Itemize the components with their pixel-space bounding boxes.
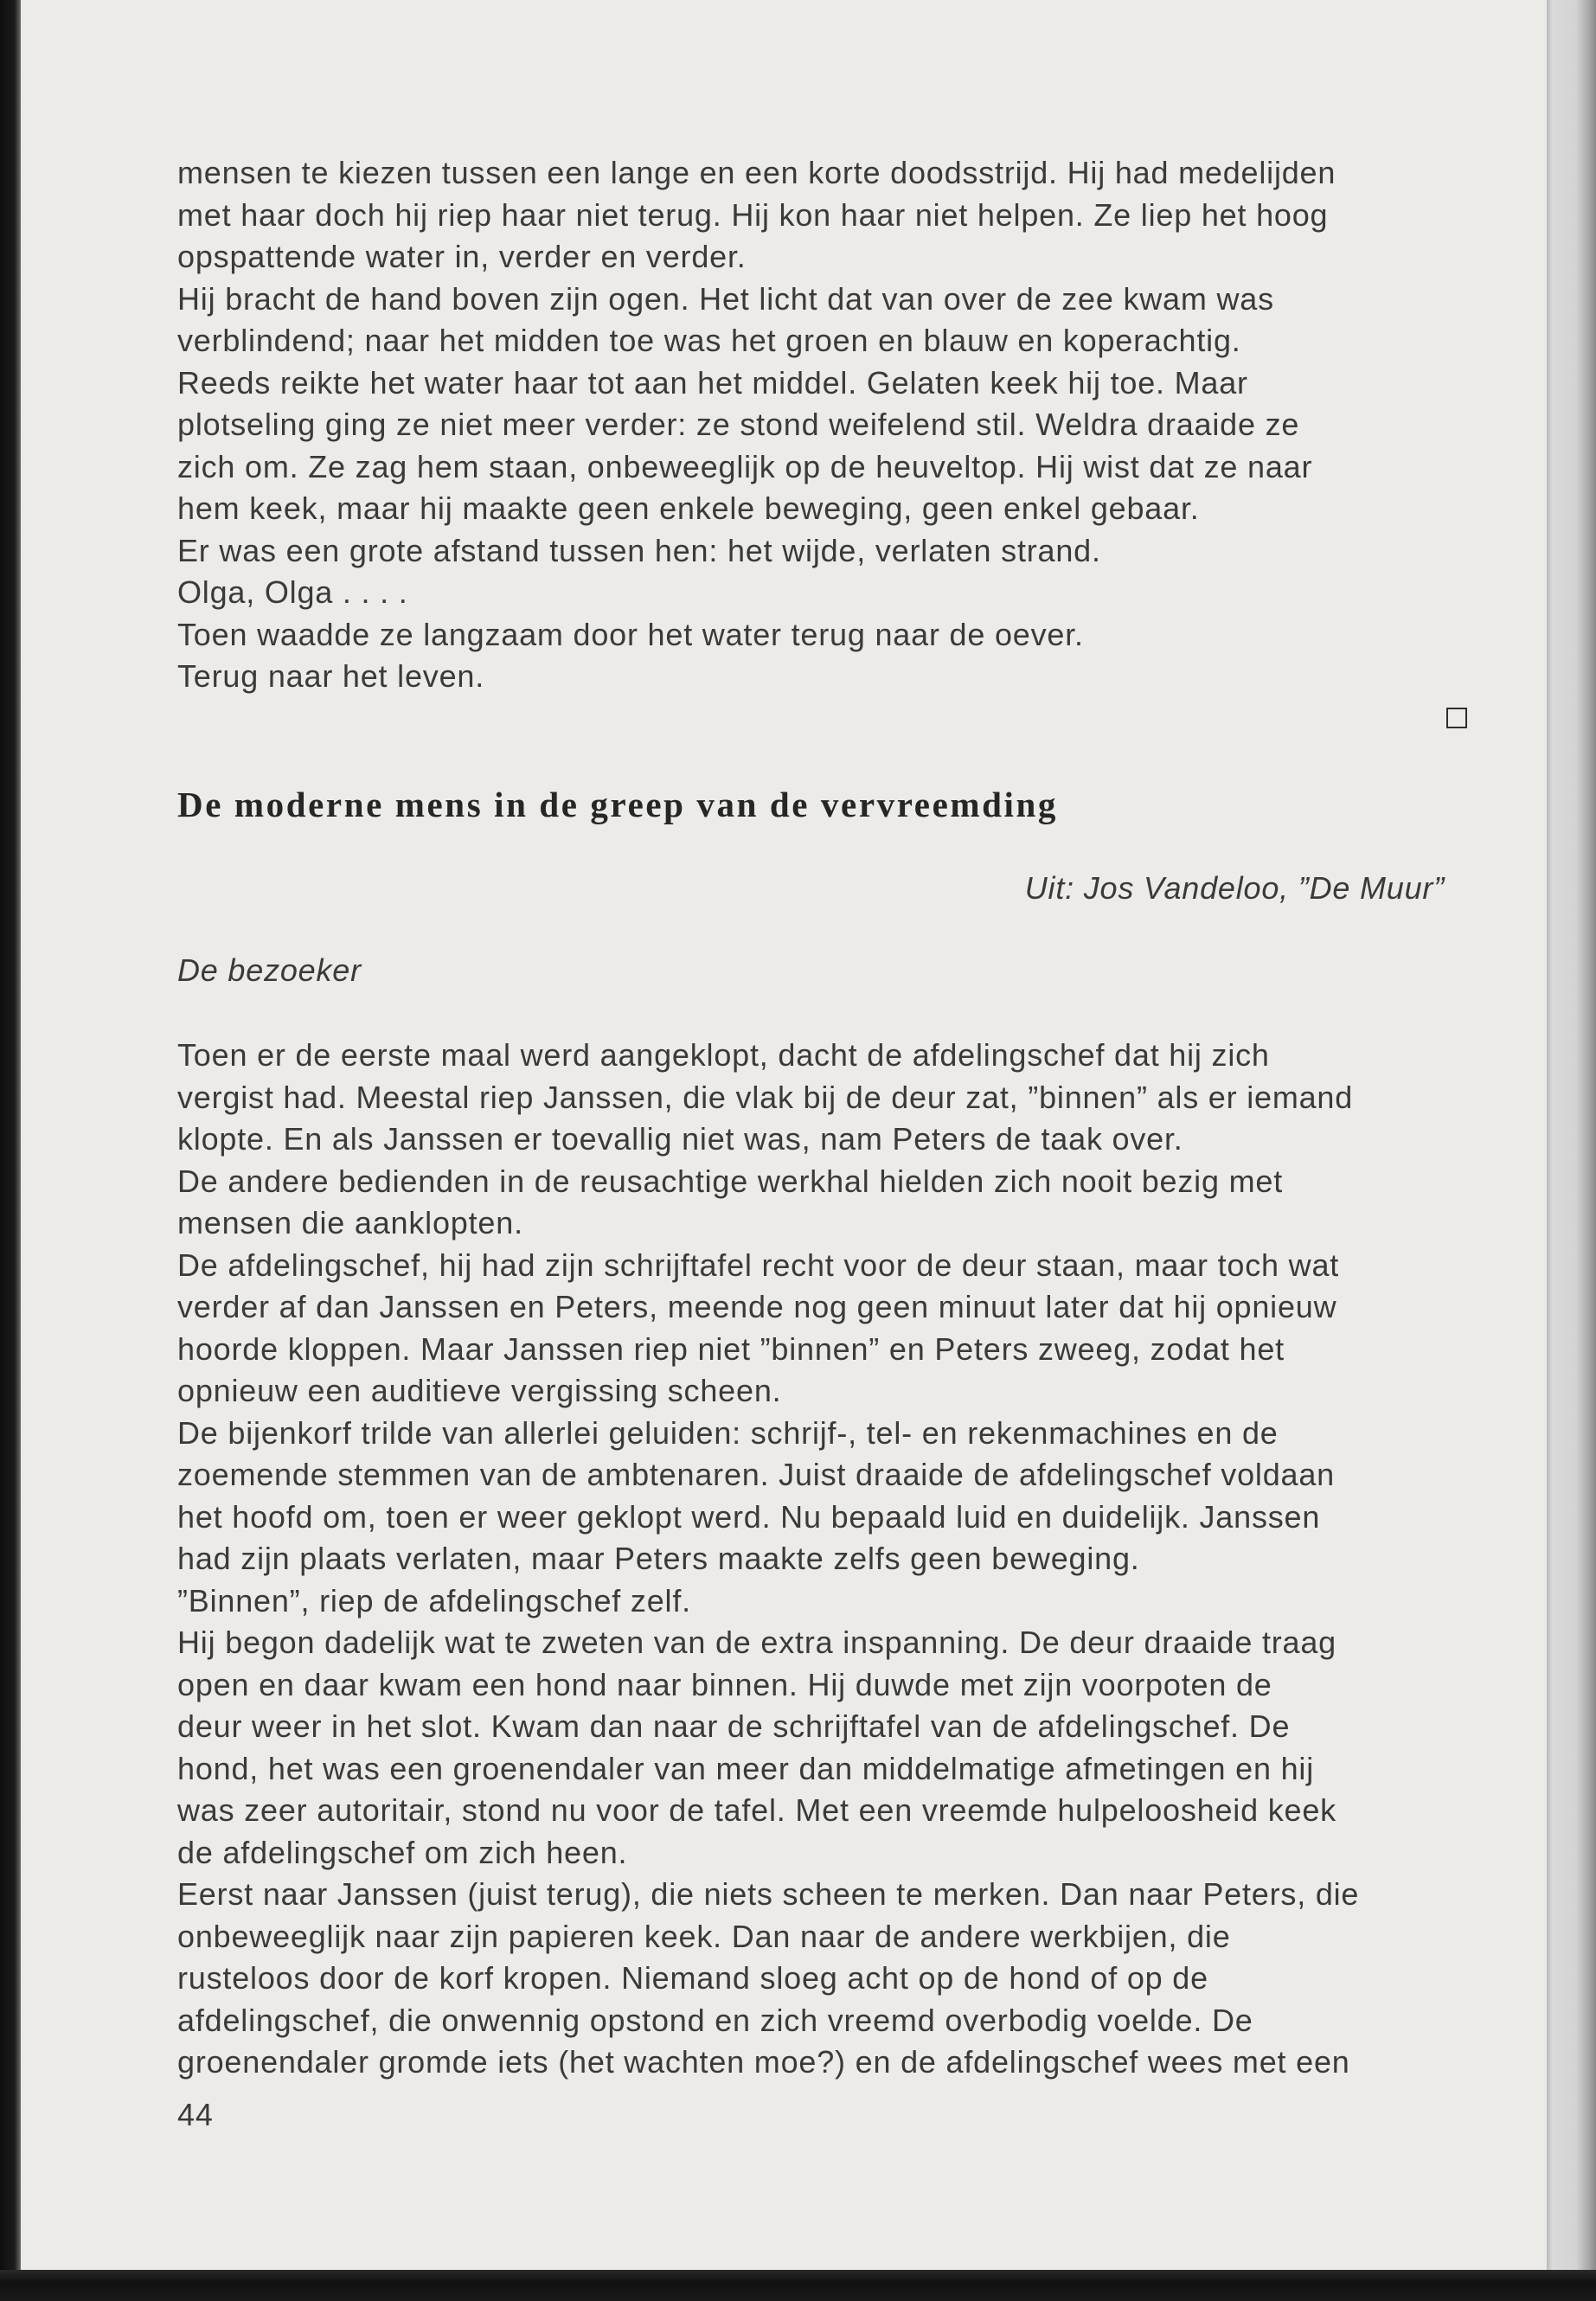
text-line: opnieuw een auditieve vergissing scheen. xyxy=(177,1373,782,1408)
end-of-story-square-icon xyxy=(1446,708,1467,728)
scan-right-edge xyxy=(1547,0,1596,2301)
text-line: deur weer in het slot. Kwam dan naar de schrijftafel van de afdelingschef. De xyxy=(177,1708,1291,1744)
story-subtitle: De bezoeker xyxy=(177,952,362,988)
text-line: afdelingschef, die onwennig opstond en zich vreemd overbodig voelde. De xyxy=(177,2002,1253,2038)
story-body-text xyxy=(177,1035,1527,2084)
page-number: 44 xyxy=(177,2097,214,2132)
text-line: verder af dan Janssen en Peters, meende nog geen minuut later dat hij opnieuw xyxy=(177,1289,1337,1324)
text-line: open en daar kwam een hond naar binnen. Hij duwde met zijn voorpoten de xyxy=(177,1666,1272,1702)
text-line: hond, het was een groenendaler van meer dan middelmatige afmetingen en hij xyxy=(177,1750,1315,1786)
text-line: Olga, Olga . . . . xyxy=(177,574,408,610)
text-line: klopte. En als Janssen er toevallig niet was, nam Peters de taak over. xyxy=(177,1121,1183,1157)
scan-bottom-edge xyxy=(0,2270,1596,2301)
story-end-text xyxy=(177,152,1527,698)
text-line: Eerst naar Janssen (juist terug), die niets scheen te merken. Dan naar Peters, die xyxy=(177,1876,1360,1912)
text-line: de afdelingschef om zich heen. xyxy=(177,1834,628,1870)
text-line: De andere bedienden in de reusachtige werkhal hielden zich nooit bezig met xyxy=(177,1163,1283,1199)
text-line: Hij bracht de hand boven zijn ogen. Het licht dat van over de zee kwam was xyxy=(177,280,1274,317)
text-line: Toen waadde ze langzaam door het water terug naar de oever. xyxy=(177,616,1084,652)
text-line: opspattende water in, verder en verder. xyxy=(177,239,747,274)
text-line: groenendaler gromde iets (het wachten moe?) en de afdelingschef wees met een xyxy=(177,2044,1350,2080)
text-line: verblindend; naar het midden toe was het groen en blauw en koperachtig. xyxy=(177,323,1241,358)
text-line: Hij begon dadelijk wat te zweten van de extra inspanning. De deur draaide traag xyxy=(177,1625,1337,1660)
text-line: De bijenkorf trilde van allerlei geluiden: schrijf-, tel- en rekenmachines en de xyxy=(177,1414,1279,1451)
text-line: het hoofd om, toen er weer geklopt werd. Nu bepaald luid en duidelijk. Janssen xyxy=(177,1498,1321,1535)
text-line: Toen er de eerste maal werd aangeklopt, dacht de afdelingschef dat hij zich xyxy=(177,1037,1270,1073)
text-line: mensen die aanklopten. xyxy=(177,1205,523,1240)
text-line: rusteloos door de korf kropen. Niemand sloeg acht op de hond of op de xyxy=(177,1960,1208,1996)
text-line: ”Binnen”, riep de afdelingschef zelf. xyxy=(177,1582,691,1618)
text-line: met haar doch hij riep haar niet terug. Hij kon haar niet helpen. Ze liep het hoog xyxy=(177,196,1329,233)
source-attribution: Uit: Jos Vandeloo, ”De Muur” xyxy=(1024,870,1445,906)
scan-left-edge xyxy=(0,0,21,2301)
text-line: zoemende stemmen van de ambtenaren. Juist draaide de afdelingschef voldaan xyxy=(177,1457,1336,1492)
text-line: hoorde kloppen. Maar Janssen riep niet ”binnen” en Peters zweeg, zodat het xyxy=(177,1330,1285,1367)
text-line: plotseling ging ze niet meer verder: ze stond weifelend stil. Weldra draaide ze xyxy=(177,407,1300,442)
text-line: Er was een grote afstand tussen hen: het wijde, verlaten strand. xyxy=(177,532,1101,568)
text-line: De afdelingschef, hij had zijn schrijftafel recht voor de deur staan, maar toch wat xyxy=(177,1247,1340,1283)
text-line: Reeds reikte het water haar tot aan het middel. Gelaten keek hij toe. Maar xyxy=(177,364,1248,401)
text-line: was zeer autoritair, stond nu voor de tafel. Met een vreemde hulpeloosheid keek xyxy=(177,1792,1336,1828)
text-line: zich om. Ze zag hem staan, onbeweeglijk op de heuveltop. Hij wist dat ze naar xyxy=(177,448,1313,484)
text-line: vergist had. Meestal riep Janssen, die vlak bij de deur zat, ”binnen” als er iemand xyxy=(177,1079,1354,1115)
text-line: onbeweeglijk naar zijn papieren keek. Dan naar de andere werkbijen, die xyxy=(177,1918,1231,1954)
text-line: mensen te kiezen tussen een lange en een korte doodsstrijd. Hij had medelijden xyxy=(177,155,1336,190)
text-line: hem keek, maar hij maakte geen enkele beweging, geen enkel gebaar. xyxy=(177,490,1200,526)
text-line: Terug naar het leven. xyxy=(177,658,485,694)
section-heading: De moderne mens in de greep van de vervreemding xyxy=(177,785,1059,824)
text-line: had zijn plaats verlaten, maar Peters maakte zelfs geen beweging. xyxy=(177,1541,1140,1576)
